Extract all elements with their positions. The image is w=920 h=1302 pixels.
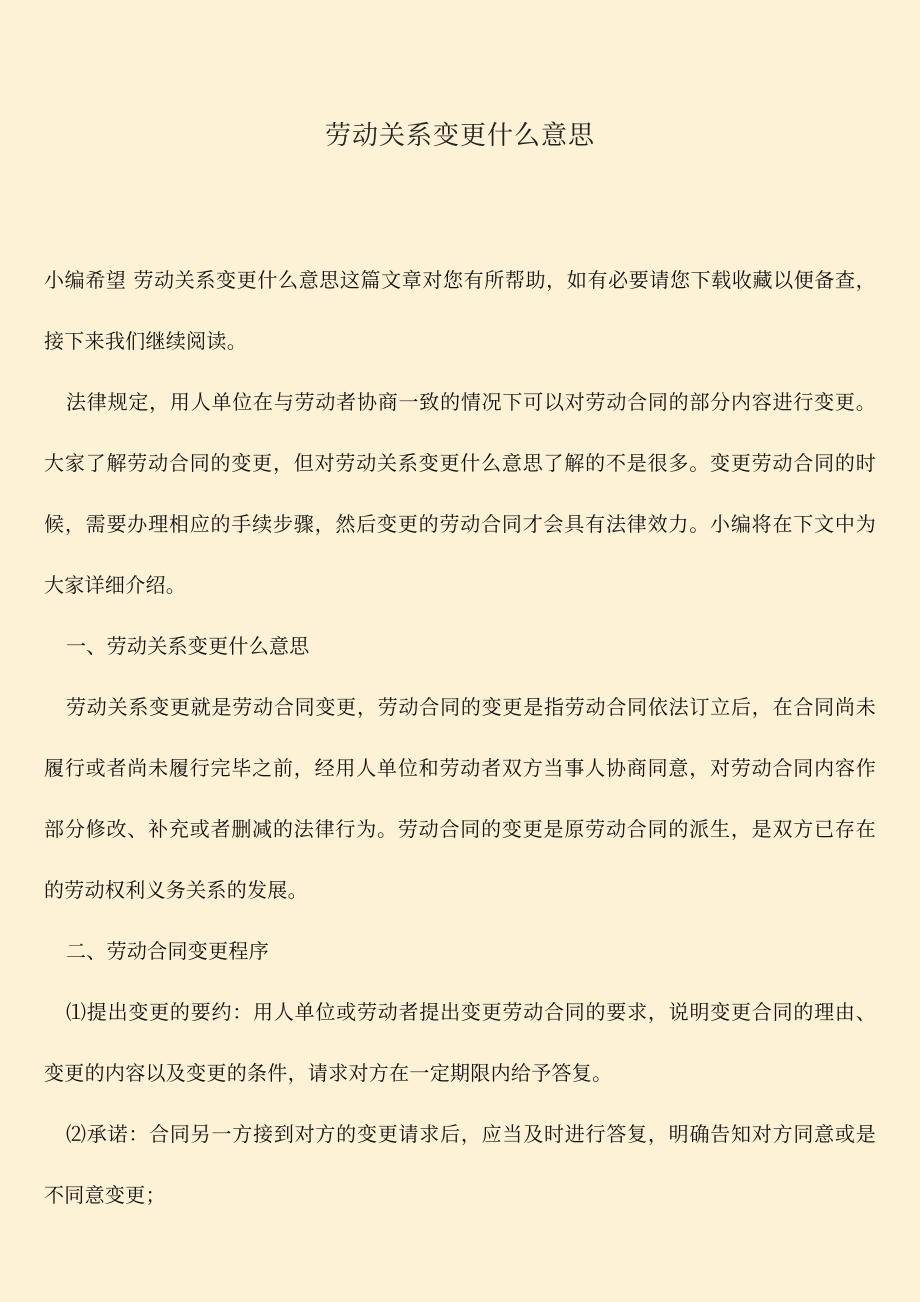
section-heading-2: 二、劳动合同变更程序 xyxy=(66,939,269,963)
procedure-step-1: ⑴提出变更的要约：用人单位或劳动者提出变更劳动合同的要求，说明变更合同的理由、变更的内容以及变更的条件，请求对方在一定期限内给予答复。 xyxy=(44,1000,876,1085)
procedure-step-2: ⑵承诺：合同另一方接到对方的变更请求后，应当及时进行答复，明确告知对方同意或是不同意变更； xyxy=(44,1122,876,1207)
section-heading-1: 一、劳动关系变更什么意思 xyxy=(66,634,310,658)
document-body xyxy=(44,250,876,1226)
document-title: 劳动关系变更什么意思 xyxy=(324,121,595,151)
intro-paragraph: 小编希望 劳动关系变更什么意思这篇文章对您有所帮助，如有必要请您下载收藏以便备查，接下来我们继续阅读。 xyxy=(44,268,876,353)
legal-overview-paragraph: 法律规定，用人单位在与劳动者协商一致的情况下可以对劳动合同的部分内容进行变更。大家了解劳动合同的变更，但对劳动关系变更什么意思了解的不是很多。变更劳动合同的时候，需要办理相应的手续步骤，然后变更的劳动合同才会具有法律效力。小编将在下文中为大家详细介绍。 xyxy=(44,390,876,597)
definition-paragraph: 劳动关系变更就是劳动合同变更，劳动合同的变更是指劳动合同依法订立后，在合同尚未履行或者尚未履行完毕之前，经用人单位和劳动者双方当事人协商同意，对劳动合同内容作部分修改、补充或者删减的法律行为。劳动合同的变更是原劳动合同的派生，是双方已存在的劳动权利义务关系的发展。 xyxy=(44,695,876,902)
